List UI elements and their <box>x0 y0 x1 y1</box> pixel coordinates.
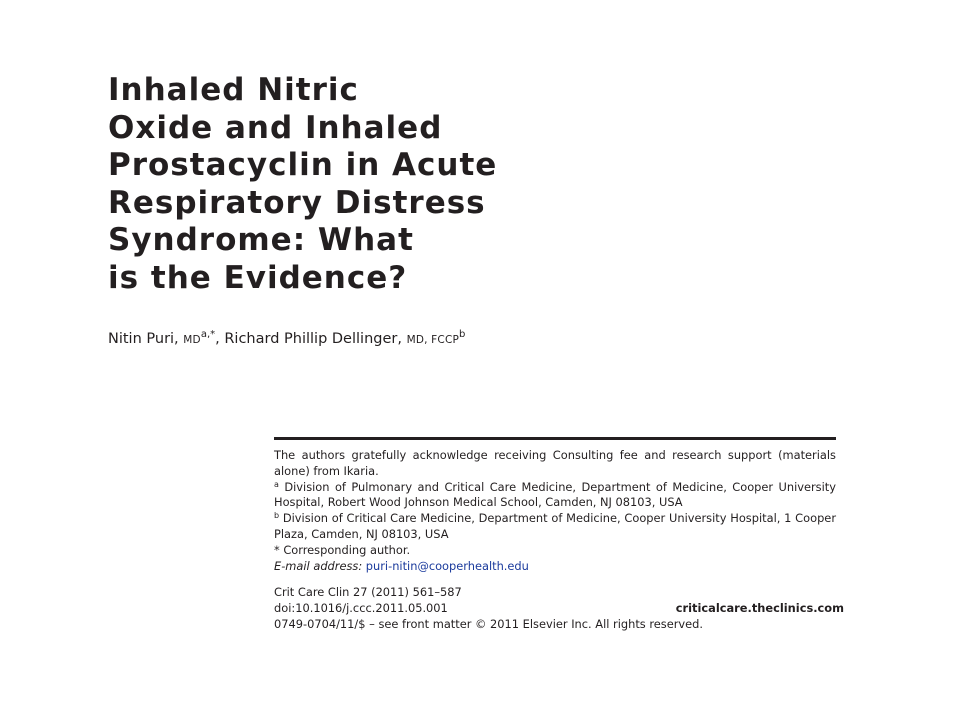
affiliation-a-note <box>274 480 836 512</box>
affiliation-mark: a <box>274 479 279 489</box>
title-line: Inhaled Nitric <box>108 72 359 108</box>
email-label: E-mail address: <box>274 558 363 573</box>
doi-prefix: doi: <box>274 601 296 616</box>
affiliation-text: Division of Critical Care Medicine, Department of Medicine, Cooper University Hospital, 1 Cooper Plaza, Camden, NJ 08103, USA <box>274 511 836 541</box>
author-affiliation-mark: a,* <box>200 329 216 340</box>
article-title <box>108 72 628 297</box>
author-degree: MD, FCCP <box>406 334 460 346</box>
affiliation-text: Division of Pulmonary and Critical Care Medicine, Department of Medicine, Cooper University Hospital, Robert Wood Johnson Medical School, Camden, NJ 08103, USA <box>274 479 836 510</box>
citation-block <box>274 585 844 632</box>
acknowledgment-note: The authors gratefully acknowledge receiving Consulting fee and research support (materials alone) from Ikaria. <box>274 448 836 478</box>
author-name: Richard Phillip Dellinger, <box>224 331 402 347</box>
rights-line: 0749-0704/11/$ – see front matter © 2011 Elsevier Inc. All rights reserved. <box>274 616 704 631</box>
title-line: is the Evidence? <box>108 259 408 296</box>
doi-link[interactable]: 10.1016/j.ccc.2011.05.001 <box>295 601 448 616</box>
author-separator: , <box>215 331 225 347</box>
journal-website-link[interactable]: criticalcare.theclinics.com <box>675 601 844 616</box>
title-line: Prostacyclin in Acute <box>108 147 498 183</box>
author-name: Nitin Puri, <box>108 331 179 347</box>
title-line: Syndrome: What <box>108 222 414 258</box>
author-affiliation-mark: b <box>459 329 466 340</box>
title-line: Respiratory Distress <box>108 184 486 221</box>
email-link[interactable]: puri-nitin@cooperhealth.edu <box>365 558 529 573</box>
footnotes-block <box>274 437 844 633</box>
corresponding-author-note: * Corresponding author. <box>274 542 411 557</box>
affiliation-b-note <box>274 511 836 543</box>
journal-citation: Crit Care Clin 27 (2011) 561–587 <box>274 585 462 600</box>
affiliation-mark: b <box>274 511 280 521</box>
title-line: Oxide and Inhaled <box>108 109 443 146</box>
author-degree: MD <box>183 334 201 346</box>
author-list <box>108 331 465 347</box>
email-note <box>274 559 836 575</box>
